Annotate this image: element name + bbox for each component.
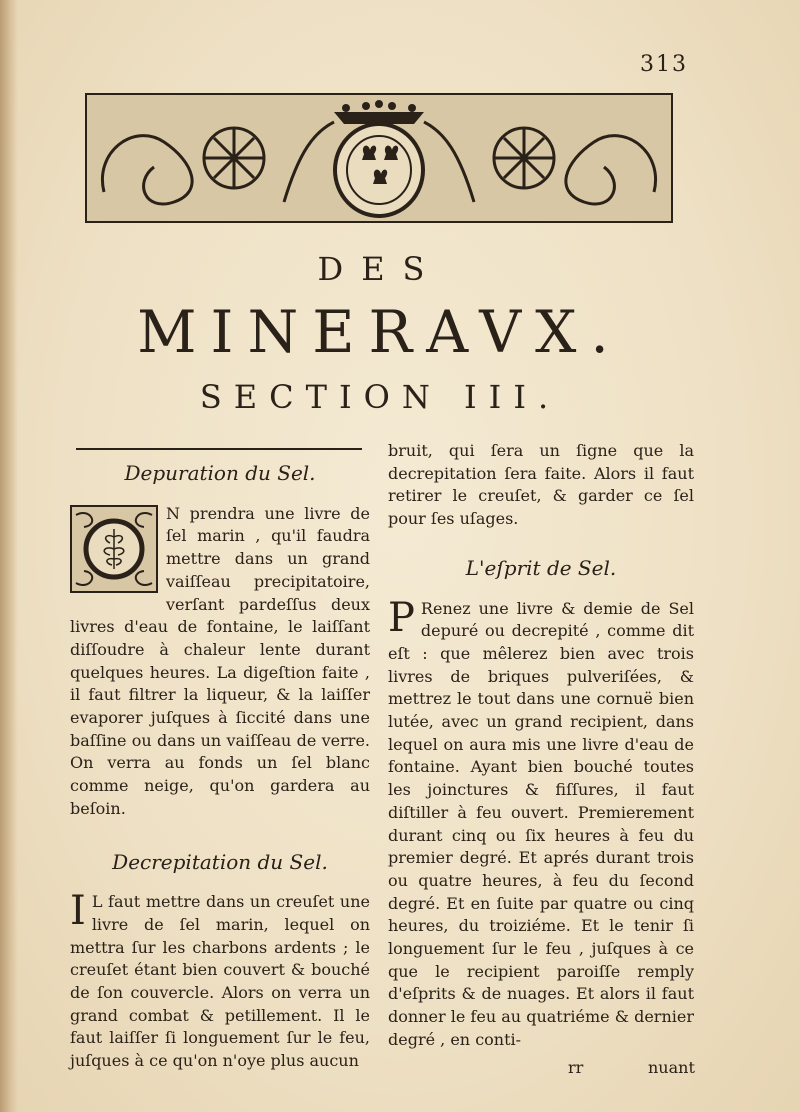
paragraph-depuration bbox=[70, 503, 370, 821]
right-column bbox=[388, 440, 694, 1052]
floral-initial-icon bbox=[70, 505, 158, 593]
ornamental-initial bbox=[70, 505, 158, 593]
text-depuration: N prendra une livre de ſel marin , qu'il faudra mettre dans un grand vaiſſeau precipitatoire, verſant pardeſſus deux livres d'eau de fontaine, le laiſſant diſſoudre à chaleur lente durant quelques heures. La digeſtion faite , il faut filtrer la liqueur, & la laiſſer evaporer juſques à ſiccité dans une baſſine ou dans un vaiſſeau de verre. On verra au fonds un ſel blanc comme neige, qu'on gardera au beſoin. bbox=[70, 503, 370, 818]
title-line-mineraux: MINERAVX. bbox=[137, 298, 623, 366]
drop-letter-i: I bbox=[70, 888, 86, 935]
title-line-des: DES bbox=[317, 250, 443, 288]
title-line-section: SECTION III. bbox=[199, 378, 561, 416]
text-esprit: Renez une livre & demie de Sel depuré ou decrepité , comme dit eſt : que mêlerez bien avec trois livres de briques pulveriſées, & mettrez le tout dans une cornuë bien lutée, avec un grand recipient, dans lequel on aura mis une livre d'eau de fontaine. Ayant bien bouché toutes les joinctures & fiſſures, il faut diſtiller à feu ouvert. Premierement durant cinq ou ſix heures à feu du premier degré. Et aprés durant trois ou quatre heures, à feu du ſecond degré. Et en ſuite par quatre ou cinq heures, du troiziéme. Et le tenir ſi longuement ſur le feu , juſques à ce que le recipient paroiſſe remply d'eſprits & de nuages. Et alors il faut donner le feu au quatriéme & dernier degré , en conti- bbox=[388, 598, 694, 1049]
signature-mark: rr bbox=[568, 1058, 584, 1077]
section-heading-decrepitation: Decrepitation du Sel. bbox=[112, 849, 328, 874]
page-binding-shadow bbox=[0, 0, 18, 1112]
left-column bbox=[70, 446, 370, 1073]
drop-letter-p: P bbox=[388, 594, 415, 641]
paragraph-decrepitation bbox=[70, 888, 370, 1073]
text-decrepitation: L faut mettre dans un creuſet une livre de ſel marin, lequel on mettra ſur les charbons ardents ; le creuſet étant bien couvert & bouché de ſon couvercle. Alors on verra un grand combat & petillement. Il le faut laiſſer ſi longuement ſur le feu, juſques à ce qu'on n'oye plus aucun bbox=[70, 892, 370, 1071]
catchword: nuant bbox=[648, 1058, 695, 1077]
headpiece-ornament bbox=[84, 92, 674, 224]
section-heading-depuration: Depuration du Sel. bbox=[124, 461, 316, 485]
page-number: 313 bbox=[640, 52, 688, 77]
section-heading-esprit: L'eſprit de Sel. bbox=[465, 555, 617, 580]
paragraph-continuation: bruit, qui ſera un ſigne que la decrepitation ſera faite. Alors il faut retirer le creuſet, & garder ce ſel pour ſes uſages. bbox=[388, 441, 694, 529]
paragraph-esprit bbox=[388, 594, 694, 1052]
